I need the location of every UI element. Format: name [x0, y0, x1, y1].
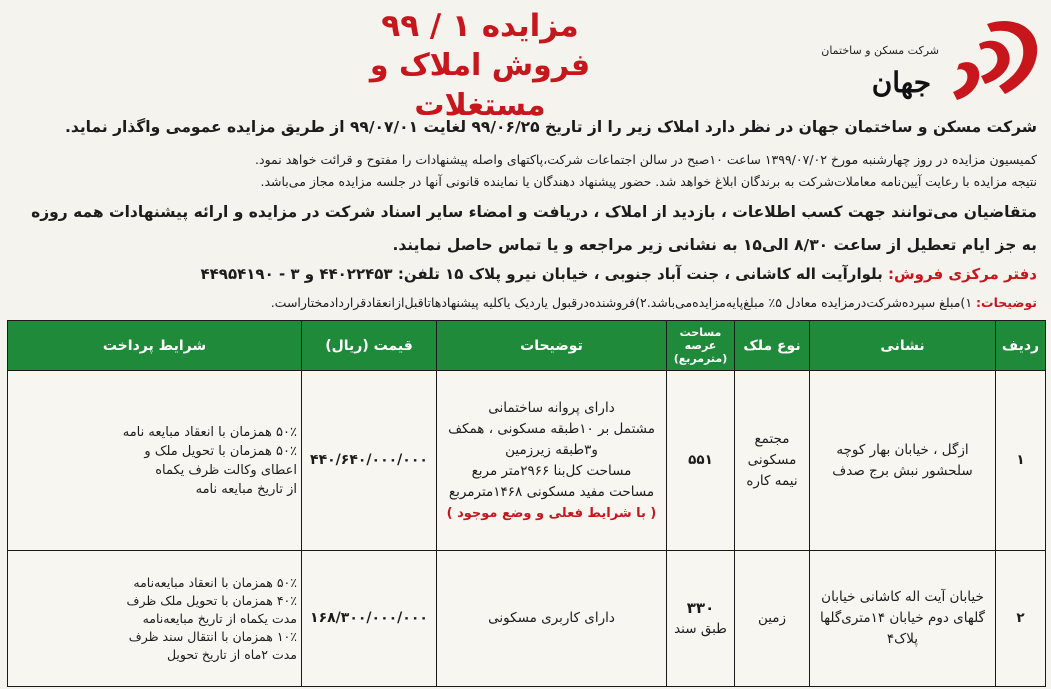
jahan-logo-icon	[821, 14, 1039, 109]
property-type: مجتمع مسکونی نیمه کاره	[735, 371, 810, 551]
payment-line: ۵۰٪ همزمان با انعقاد مبایعه‌نامه	[133, 574, 297, 590]
header-type: نوع ملک	[735, 321, 810, 371]
desc-line: و۳طبقه زیرزمین	[505, 441, 598, 458]
payment-line: ۵۰٪ همزمان با تحویل ملک و	[144, 443, 297, 459]
payment-line: ۵۰٪ همزمان با انعقاد مبایعه نامه	[122, 424, 297, 440]
payment-terms	[8, 551, 302, 687]
property-description: دارای کاربری مسکونی	[437, 551, 667, 687]
svg-text:شرکت مسکن و ساختمان: شرکت مسکن و ساختمان	[821, 44, 939, 57]
payment-line: ۱۰٪ همزمان با انتقال سند ظرف	[128, 628, 297, 644]
auction-number: مزایده ۱ / ۹۹	[381, 8, 579, 44]
table-row	[8, 371, 1046, 551]
property-type: زمین	[735, 551, 810, 687]
intro-text: شرکت مسکن و ساختمان جهان در نظر دارد املاک زیر را از تاریخ ۹۹/۰۶/۲۵ لغایت ۹۹/۰۷/۰۱ از طریق مزایده عمومی واگذار نماید.	[65, 118, 1037, 136]
applicants-text-1: متقاضیان می‌توانند جهت کسب اطلاعات ، بازدید از املاک ، دریافت و امضاء سایر اسناد شرکت در مزایده و ارائه پیشنهادات همه روزه	[31, 203, 1037, 221]
notes-label: توضیحات:	[976, 295, 1037, 310]
header-payment: شرایط پرداخت	[8, 321, 302, 371]
commission-text: کمیسیون مزایده در روز چهارشنبه مورخ ۱۳۹۹/۰۷/۰۲ ساعت ۱۰صبح در سالن اجتماعات شرکت،پاکتهای واصله پیشنهادات را مفتوح و قرائت خواهد نمود.	[255, 152, 1037, 167]
table-row	[8, 551, 1046, 687]
notes-line	[14, 295, 1037, 310]
header-address: نشانی	[810, 321, 996, 371]
row-number: ۱	[996, 371, 1046, 551]
header-description: توضیحات	[437, 321, 667, 371]
property-area: ۵۵۱	[667, 371, 735, 551]
page-title: فروش املاک و مستغلات	[369, 48, 591, 123]
office-label: دفتر مرکزی فروش:	[887, 265, 1037, 283]
desc-line: مساحت کل‌بنا ۲۹۶۶متر مربع	[471, 462, 632, 479]
office-line	[14, 265, 1037, 283]
desc-line: دارای پروانه ساختمانی	[488, 399, 615, 416]
notes-text: ۱)مبلغ سپرده‌شرکت‌درمزایده معادل ۵٪ مبلغ‌پایه‌مزایده‌می‌باشد.۲)فروشنده‌درقبول یاردیک یاکلیه پیشنهادهاتاقبل‌ازانعقادقرارداد‌مختاراست.	[270, 295, 973, 310]
row-number: ۲	[996, 551, 1046, 687]
table-header-row	[8, 321, 1046, 371]
payment-terms	[8, 371, 302, 551]
property-price: ۱۶۸/۳۰۰/۰۰۰/۰۰۰	[302, 551, 437, 687]
company-logo	[821, 14, 1039, 109]
desc-line: مساحت مفید مسکونی ۱۴۶۸مترمربع	[448, 483, 655, 500]
header-row-number: ردیف	[996, 321, 1046, 371]
payment-line: از تاریخ مبایعه نامه	[195, 481, 297, 497]
property-area-cell	[667, 551, 735, 687]
desc-line: مشتمل بر ۱۰طبقه مسکونی ، همکف	[448, 420, 655, 437]
condition-note: ( با شرایط فعلی و وضع موجود )	[446, 505, 657, 521]
area-basis: طبق سند	[674, 620, 727, 637]
office-address: بلوارآیت اله کاشانی ، جنت آباد جنوبی ، خیابان نیرو پلاک ۱۵ تلفن: ۴۴۰۲۲۴۵۳ و ۳ - ۴۴۹۵۴۱۹۰	[200, 265, 883, 283]
payment-line: مدت ۲ماه از تاریخ تحویل	[166, 646, 297, 662]
title-block	[300, 6, 660, 126]
header-price: قیمت (ریال)	[302, 321, 437, 371]
property-area: ۳۳۰	[686, 598, 715, 617]
header-area: مساحت عرصه (مترمربع)	[667, 321, 735, 371]
svg-text:جهان: جهان	[871, 66, 931, 99]
payment-line: ۴۰٪ همزمان با تحویل ملک ظرف	[126, 592, 297, 608]
payment-line: مدت یکماه از تاریخ مبایعه‌نامه	[142, 610, 297, 626]
property-address: خیابان آیت اله کاشانی خیابان گلهای دوم خیابان ۱۴متری‌گلها پلاک۴	[810, 551, 996, 687]
property-price: ۴۴۰/۶۴۰/۰۰۰/۰۰۰	[302, 371, 437, 551]
applicants-text-2: به جز ایام تعطیل از ساعت ۸/۳۰ الی۱۵ به نشانی زیر مراجعه و یا تماس حاصل نمایند.	[392, 236, 1037, 254]
property-address: ازگل ، خیابان بهار کوچه سلحشور نبش برج صدف	[810, 371, 996, 551]
property-description	[437, 371, 667, 551]
result-text: نتیجه مزایده با رعایت آیین‌نامه معاملات‌شرکت به برندگان ابلاغ خواهد شد. حضور پیشنهاد دهندگان یا نماینده قانونی آنها در جلسه مزایده مجاز می‌باشد.	[260, 174, 1037, 189]
payment-line: اعطای وکالت ظرف یکماه	[155, 462, 297, 478]
properties-table	[7, 320, 1046, 687]
